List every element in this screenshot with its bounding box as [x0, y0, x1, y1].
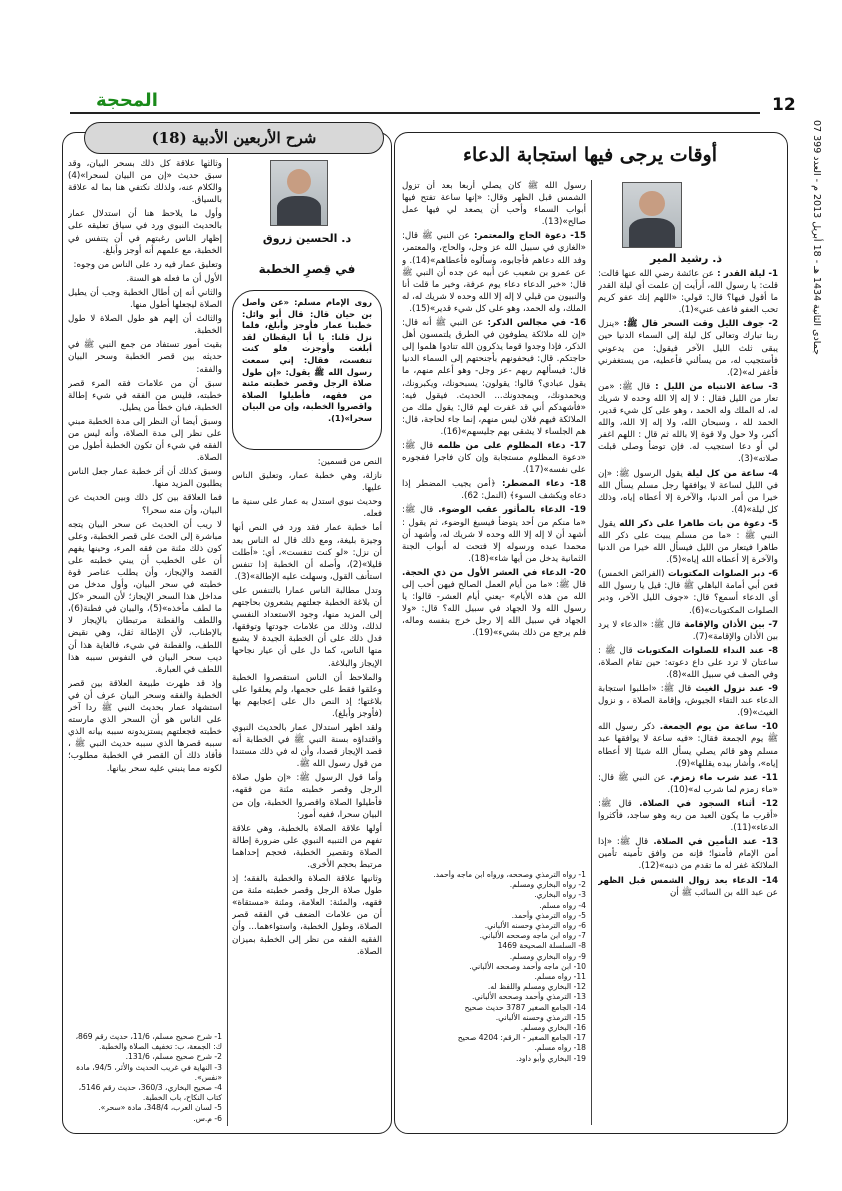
paragraph-heading: 1- ليلة القدر :	[713, 269, 778, 279]
paragraph	[68, 273, 222, 285]
paragraph-heading: 10- ساعة من يوم الجمعة.	[654, 722, 778, 733]
paragraph	[598, 268, 778, 316]
paragraph	[598, 875, 778, 899]
paragraph	[68, 287, 222, 311]
section-title: المحجة	[96, 90, 158, 111]
paragraph-text: والثاني أنه إن أطال الخطبة وجب أن يطيل الصلاة ليجعلها أطول منها.	[68, 287, 222, 311]
paragraph-text: الأول أن ما فعله هو السنة.	[126, 273, 222, 284]
paragraph	[598, 683, 778, 719]
paragraph	[402, 567, 586, 640]
paragraph-text: قال ﷺ: «اطلبوا استجابة الدعاء عند التقاء الجيوش، وإقامة الصلاة ، و نزول الغيث»(9).	[598, 684, 778, 719]
paragraph	[598, 381, 778, 466]
paragraph-text: بقيت أمور تستفاد من جمع النبي ﷺ في حديثه بين قصر الخطبة وسحر البيان والفقه:	[68, 340, 222, 375]
footnote: 19- البخاري وأبو داود.	[516, 1053, 586, 1063]
footnote: 7- رواه ابن ماجه وصححه الألباني.	[479, 931, 586, 941]
paragraph	[402, 478, 586, 502]
paragraph-heading: 18- دعاء المضطر:	[495, 479, 586, 490]
paragraph-heading: 19- الدعاء بالمأثور عقب الوضوء.	[433, 505, 586, 516]
paragraph-text: وحديث نبوي استدل به عمار على سنية ما فعله.	[232, 497, 382, 520]
paragraph-heading: 12- أثناء السجود في الصلاة.	[631, 798, 778, 809]
paragraph	[68, 313, 222, 337]
paragraph-heading: 8- عند النداء للصلوات المكتوبات	[632, 645, 778, 656]
footnote: 2- شرح صحيح مسلم، 131/6.	[125, 1052, 222, 1062]
paragraph	[68, 158, 222, 206]
paragraph-heading: 14- الدعاء بعد زوال الشمس قبل الظهر	[598, 875, 778, 886]
footnote: 14- الجامع الصغير 3787 حديث صحيح	[464, 1002, 586, 1012]
footnote: 10- ابن ماجه وأحمد وصححه الألباني.	[469, 961, 586, 971]
paragraph	[232, 470, 382, 494]
paragraph	[402, 230, 586, 315]
paragraph-text: قال ﷺ: «ما من أيام العمل الصالح فيهن أحب إلى الله من هذه الأيام» -يعني أيام العشر- قالوا: يا رسول الله ولا الجهاد في سبيل الله؟ قال: «ولا الجهاد في سبيل الله إلا رجل خرج بنفسه وماله، فلم يرجع من ذلك بشيء»(19).	[402, 580, 586, 639]
paragraph	[598, 645, 778, 681]
paragraph-text: عن عبد الله بن السائب ﷺ أن	[669, 887, 778, 898]
left-article-column-1	[232, 456, 382, 1128]
paragraph	[598, 568, 778, 616]
paragraph	[598, 798, 778, 834]
paragraph-text: عن النبي ﷺ أنه قال: «إن لله ملائكة يطوفون في الطرق يلتمسون أهل الذكر، فإذا وجدوا قوما يذكرون الله تنادوا هلموا إلى حاجتكم. قال: فيحفونهم بأجنحتهم إلى السماء الدنيا قال: فيسألهم ربهم -عز وجل- وهو أعلم منهم، ما يقول عبادي؟ قالوا: يقولون: يسبحونك، ويكبرونك، ويحمدونك، ويمجدونك... الحديث. فيقول فيه: «فأشهدكم أني قد غفرت لهم قال: يقول ملك من الملائكة فيهم فلان ليس منهم، إنما جاء لحاجة، قال: هم الجلساء لا يشقى بهم جليسهم»(16).	[402, 318, 586, 437]
paragraph	[232, 823, 382, 871]
footnote: 18- رواه مسلم.	[534, 1043, 586, 1053]
paragraph-text: قال ﷺ: «أقرب ما يكون العبد من ربه وهو ساجد، فأكثروا الدعاء»(11).	[598, 798, 778, 834]
footnote: 3- النهاية في غريب الحديث والأثر، 94/5، مادة «نفس».	[76, 1062, 222, 1082]
paragraph-text: وتعليق عمار فيه رد على الناس من وجوه:	[73, 259, 222, 270]
footnote: 6- م.س.	[193, 1113, 222, 1123]
footnote: 11- رواه مسلم.	[534, 972, 586, 982]
footnote: 4- صحيح البخاري، 360/3، حديث رقم 5146، كتاب النكاح، باب الخطبة.	[78, 1083, 222, 1103]
column-divider-2	[227, 158, 228, 1126]
author-photo	[622, 182, 682, 248]
series-title: شرح الأربعين الأدبية (18)	[84, 122, 384, 154]
paragraph-heading: 13- عند التأمين في الصلاة.	[648, 837, 778, 848]
paragraph-text: «ينزل ربنا تبارك وتعالى كل ليلة إلى السماء الدنيا حين يبقى ثلث الليل الآخر فيقول: من يدعوني فأستجيب له، من يسألني فأعطيه، من يستغفرني فأغفر له»(2).	[598, 319, 778, 378]
footnote: 5- رواه الترمذي وأحمد.	[511, 910, 586, 920]
paragraph	[68, 339, 222, 375]
paragraph	[402, 504, 586, 564]
paragraph-text: عن النبي ﷺ قال: «ماء زمزم لما شرب له»(10).	[598, 772, 778, 795]
page-number: 12	[772, 95, 796, 115]
footnote: 8- السلسلة الصحيحة 1469	[497, 941, 586, 951]
paragraph-text: (الفرائض الخمس) فعن أبي أمامة الباهلي ﷺ قال: قيل يا رسول الله أي الدعاء أسمع؟ قال: «جوف الليل الآخر، ودبر الصلوات المكتوبات»(6).	[598, 569, 778, 616]
paragraph-text: ولقد اظهر استدلال عمار بالحديث النبوي واقتداؤه بسنة النبي ﷺ في الخطابة أنه قصد الإيجاز قصدا، وأن له في ذلك مستندا من قول رسول الله ﷺ.	[232, 722, 382, 770]
paragraph	[232, 873, 382, 958]
paragraph-heading: 15- دعوة الحاج والمعتمر:	[469, 231, 586, 242]
footnote: 1- شرح صحيح مسلم، 11/6، حديث رقم 869، ك: الجمعة، ب: تخفيف الصلاة والخطبة.	[75, 1032, 222, 1052]
paragraph	[598, 619, 778, 643]
footnote: 12- البخاري ومسلم واللفظ له.	[487, 982, 586, 992]
column-divider	[591, 180, 592, 1125]
paragraph-heading: 9- عند نزول الغيث	[691, 684, 778, 695]
paragraph-text: والثالث أن إلهم هو طول الصلاة لا طول الخطبة.	[68, 314, 222, 337]
paragraph-heading: 16- في مجالس الذكر:	[483, 318, 586, 329]
footnote: 15- الترمذي وحسنه الألباني.	[495, 1012, 586, 1022]
paragraph-heading: 6- دبر الصلوات المكتوبات	[664, 569, 778, 580]
paragraph-text: قال ﷺ: «من تعار من الليل فقال : لا إله إلا الله وحده لا شريك له، له الملك وله الحمد ، وهو على كل شيء قدير، الحمد لله ، وسبحان الله، ولا إله إلا الله، والله أكبر، ولا حول ولا قوة إلا بالله ثم قال : اللهم اغفر لي أو دعا استجيب له. فإن توضأ وصلى قبلت صلاته»(3).	[598, 381, 778, 465]
paragraph-text: عن النبي ﷺ قال: «الغازي في سبيل الله عز وجل، والحاج، والمعتمر، وفد الله دعاهم فأجابوه، وسألوه فأعطاهم»(14). و عن عمرو بن شعيب عن أبيه عن جده أن النبي ﷺ قال: «خير الدعاء دعاء يوم عرفة، وخير ما قلت أنا والنبيون من قبلي لا إله إلا الله وحده لا شريك له، له الملك، وله الحمد، وهو على كل شيء قدير»(15).	[402, 231, 586, 314]
paragraph-text: سبق أن من علامات فقه المرء قصر خطبته، فليس من الفقه في شيء إطالة الخطبة، فبان خطأ من يطيل.	[68, 378, 222, 413]
paragraph-text: قال ﷺ: «الدعاء لا يرد بين الأذان والإقامة»(7).	[598, 619, 778, 642]
footnote: 4- رواه مسلم.	[539, 900, 586, 910]
header-rule	[70, 112, 760, 114]
paragraph	[68, 466, 222, 490]
paragraph	[68, 678, 222, 775]
paragraph-text: وثانيها علاقة الصلاة والخطبة بالفقه؛ إذ طول صلاة الرجل وقصر خطبته مئنة من فقهه، والمئنة: العلامة، ومئنة «مستقاة» أن من علامات الضعف في الفقه قصر الصلاة، وطول الخطبة، واستواءهما... وأن الفقيه الفقه من نظر إلى الخطبة بميزان الصلاة.	[232, 874, 382, 957]
paragraph-text: عن عائشة رضي الله عنها قالت: قلت: يا رسول الله، أرأيت إن علمت أي ليلة القدر ما أقول فيها؟ قال: قولي: «اللهم إنك عفو كريم تحب العفو فاعف عني»(1).	[598, 269, 778, 316]
paragraph	[598, 518, 778, 566]
footnote: 6- رواه الترمذي وحسنه الألباني.	[484, 921, 586, 931]
issue-meta: 07 جمادى الثانية 1434 هـ - 18 أبريل 2013 م - العدد 399	[811, 120, 822, 356]
paragraph	[598, 721, 778, 769]
paragraph-text: وسبق أيضا أن النظر إلى مدة الخطبة مبني على نظر إلى مدة الصلاة، وأنه ليس من الفقه في شيء أن تكون الخطبة أطول من الصلاة.	[68, 416, 222, 464]
author-name: ذ. رشيد المير	[649, 252, 723, 265]
right-article-column-1	[598, 268, 778, 1130]
paragraph	[232, 522, 382, 582]
paragraph-text: وسبق كذلك أن أثر خطبة عمار جعل الناس يطلبون المزيد منها.	[68, 467, 222, 490]
footnote: 17- الجامع الصغير - الرقم: 4204 صحيح	[457, 1033, 586, 1043]
footnote: 2- رواه البخاري ومسلم.	[509, 880, 586, 890]
paragraph-text: يقول الرسول ﷺ: «إن في الليل لساعة لا يوافقها رجل مسلم يسأل الله خيرا من أمر الدنيا، والآخرة إلا أعطاه إياه، وذلك كل ليلة»(4).	[598, 468, 778, 515]
paragraph	[598, 318, 778, 378]
paragraph	[68, 492, 222, 516]
paragraph-text: فما العلاقة بين كل ذلك وبين الحديث عن البيان، وأن منه سحرا؟	[68, 493, 222, 516]
paragraph	[402, 180, 586, 228]
footnote: 13- الترمذي وأحمد وصححه الألباني.	[471, 992, 586, 1002]
paragraph	[232, 672, 382, 720]
left-article-column-2	[68, 158, 222, 1026]
footnote: 5- لسان العرب، 348/4، مادة «سحر».	[98, 1103, 222, 1113]
author-photo-2	[270, 160, 328, 226]
paragraph-text: وإذ قد ظهرت طبيعة العلاقة بين قصر الخطبة والفقه وسحر البيان عرف أن في استشهاد عمار بحديث النبي ﷺ ردا آخر على الناس هو أن السحر الذي مارسته خطبته فجعلتهم يستزيدونه سببه بيانه الذي سببه قصرها الذي سببه حديث النبي ﷺ ، فأفاد ذلك أن القصر في الخطبة مطلوب؛ لكونه مما ينبني عليه سحر بيانها.	[68, 678, 222, 774]
paragraph-text: وتدل مطالبة الناس عمارا بالتنفس على أن بلاغة الخطبة جعلتهم يشعرون بحاجتهم إلى المزيد منها، وجود الاستعداد النفسي لذلك، وذلك من علامات جودتها وتوفقها، فدل ذلك على أن الخطبة الجيدة لا يشبع منها الناس، كما دل على أن عيار نجاحها الإيجاز والبلاغة.	[232, 585, 382, 669]
left-article-footnotes	[68, 1032, 222, 1128]
paragraph	[68, 378, 222, 414]
paragraph-text: وأول ما يلاحظ هنا أن استدلال عمار بالحديث النبوي ورد في سياق تعليقه على إظهار الناس رغبتهم في أن يتنفس في الخطبة، مع علمهم أنه أوجز وأبلغ.	[68, 209, 222, 256]
paragraph-text: قال ﷺ : ساعتان لا ترد على داع دعوته: حين تقام الصلاة، وفي الصف في سبيل الله»(8).	[598, 645, 778, 680]
right-article-footnotes	[402, 870, 586, 1128]
paragraph-text: ﴿أمن يجيب المضطر إذا دعاه ويكشف السوء﴾ (النمل: 62).	[402, 479, 586, 502]
paragraph	[598, 468, 778, 516]
paragraph-text: النص من قسمين:	[317, 457, 382, 467]
footnote: 9- رواه البخاري ومسلم.	[509, 951, 586, 961]
paragraph	[232, 722, 382, 770]
paragraph-heading: 7- بين الأذان والإقامة	[680, 619, 778, 630]
paragraph-text: لا ريب أن الحديث عن سحر البيان يتجه مباشرة إلى الحث على قصر الخطبة، وعلى كون ذلك مئنة من فقه المرء، وحينها يفهم أن على الخطيب أن يبني خطبته على القصد والإيجاز، وأن يطلب عناصر قوة خطبته في سحر البيان، وأول مدخل من مداخل هذا السحر الإيجاز؛ لأن السحر «كل ما لطف مأخذه»(5)، والبيان في فطنة(6)، واللطف والفطنة مرتبطان بالإيجاز لا بالإطناب، لأن الإطالة ثقل، وهي نقيض اللطف، والفطنة في شيء، فالغاية هذا أن ديب سحر البيان في النفوس سببه هذا اللطف في العبارة.	[68, 519, 222, 675]
paragraph-heading: 5- دعوة من بات طاهرا على ذكر الله	[615, 518, 778, 529]
right-article-column-2	[402, 180, 586, 840]
footnote: 16- البخاري ومسلم.	[520, 1023, 586, 1033]
paragraph-text: والملاحظ أن الناس استقصروا الخطبة وعلقوا فقط على حجمها، ولم يعلقوا على بلاغتها؛ إذ النص دال على إعجابهم بها (فأوجز وأبلغ).	[232, 672, 382, 719]
paragraph-heading: 20- الدعاء في العشر الأول من ذي الحجة.	[402, 567, 586, 578]
paragraph-heading: 17- دعاء المظلوم على من ظلمه	[433, 440, 586, 451]
paragraph-text: ذكر رسول الله ﷺ يوم الجمعة فقال: «فيه ساعة لا يوافقها عبد مسلم وهو قائم يصلي يسأل الله شيئا إلا أعطاه إياه»، وأشار بيده يقللها»(9).	[598, 722, 778, 769]
paragraph	[402, 317, 586, 438]
paragraph-heading: 3- ساعة الانتباه من الليل :	[650, 381, 778, 392]
footnote: 1- رواه الترمذي وصححه، ورواه ابن ماجه وأحمد.	[433, 870, 586, 879]
paragraph-text: أولها علاقة الصلاة بالخطبة، وهي علاقة تفهم من التنبيه النبوي على ضرورة إطالة الصلاة وتقصير الخطبة، فحجم إحداهما مرتبط بحجم الأخرى.	[232, 823, 382, 870]
paragraph	[68, 416, 222, 464]
paragraph	[68, 259, 222, 271]
paragraph-text: قال ﷺ: «دعوة المظلوم مستجابة وإن كان فاجرا ففجوره على نفسه»(17).	[402, 440, 586, 476]
paragraph-text: يقول النبي ﷺ : «ما من مسلم يبيت على ذكر الله طاهرا فيتعار من الليل فيسأل الله خيرا من الدنيا والآخرة إلا أعطاه الله إياه»(5).	[598, 518, 778, 566]
paragraph-text: رسول الله ﷺ كان يصلي أربعا بعد أن تزول الشمس قبل الظهر وقال: «إنها ساعة تفتح فيها أبواب السماء وأحب أن يصعد لي فيها عمل صالح»(13).	[402, 181, 586, 228]
paragraph	[598, 772, 778, 796]
paragraph-heading: 11- عند شرب ماء زمزم.	[665, 772, 778, 783]
paragraph	[402, 440, 586, 476]
paragraph	[232, 496, 382, 520]
paragraph-text: نازلة، وهي خطبة عمار، وتعليق الناس عليها.	[232, 471, 382, 494]
author-name-2: د. الحسين زروق	[262, 232, 352, 245]
article-subtitle: في قِصرِ الخطبة	[258, 262, 356, 276]
paragraph	[68, 208, 222, 256]
paragraph-text: وأما قول الرسول ﷺ: «إن طول صلاة الرجل وقصر خطبته مئنة من فقهه، فأطيلوا الصلاة واقصروا الخطبة، وإن من البيان سحرا، ففيه أمور:	[232, 773, 382, 820]
paragraph	[68, 519, 222, 676]
article-title: أوقات يرجى فيها استجابة الدعاء	[463, 144, 717, 166]
paragraph-text: قال ﷺ: «إذا أمن الإمام فأمنوا؛ فإنه من وافق تأمينه تأمين الملائكة غفر له ما تقدم من ذنبه»(12).	[598, 837, 778, 872]
paragraph-heading: 4- ساعة من كل ليلة	[682, 468, 778, 479]
paragraph-text: قال ﷺ: «ما منكم من أحد يتوضأ فيسبغ الوضوء، ثم يقول : أشهد أن لا إله إلا الله وحده لا شريك له، وأشهد أن محمدا عبده ورسوله إلا فتحت له أبواب الجنة الثمانية يدخل من أيها شاء»(18).	[402, 505, 586, 564]
hadith-quote: روى الإمام مسلم: «عن واصل بن حيان قال: قال أبو وائل: خطبنا عمار فأوجز وأبلغ، فلما نزل قلنا: يا أبا اليقظان لقد أبلغت وأوجزت فلو كنت تنفست، فقال: إني سمعت رسول الله ﷺ يقول: «إن طول صلاة الرجل وقصر خطبته مئنة من فقهه، فأطيلوا الصلاة واقصروا الخطبة، وإن من البيان سحرا»(1).	[232, 290, 382, 450]
paragraph-text: وثالثها علاقة كل ذلك بسحر البيان، وقد سبق حديث «إن من البيان لسحرا»(4) والكلام عنه، ولذلك نكتفي هنا بما له علاقة بالسياق.	[68, 159, 222, 206]
paragraph	[232, 772, 382, 820]
footnote: 3- رواه البخاري.	[534, 890, 586, 900]
paragraph-text: أما خطبة عمار فقد ورد في النص أنها وجيزة بليغة، ومع ذلك قال له الناس بعد أن نزل: «لو كنت تنفست»، أي: «أطلت قليلا»(2)، وأصله أن الخطبة إذا تنفس استأنف القول، وسهلت عليه الإطالة»(3).	[232, 523, 382, 582]
paragraph-heading: 2- جوف الليل وقت السحر قال ﷺ:	[619, 319, 778, 330]
paragraph	[232, 585, 382, 670]
paragraph	[232, 456, 382, 468]
paragraph	[598, 836, 778, 872]
